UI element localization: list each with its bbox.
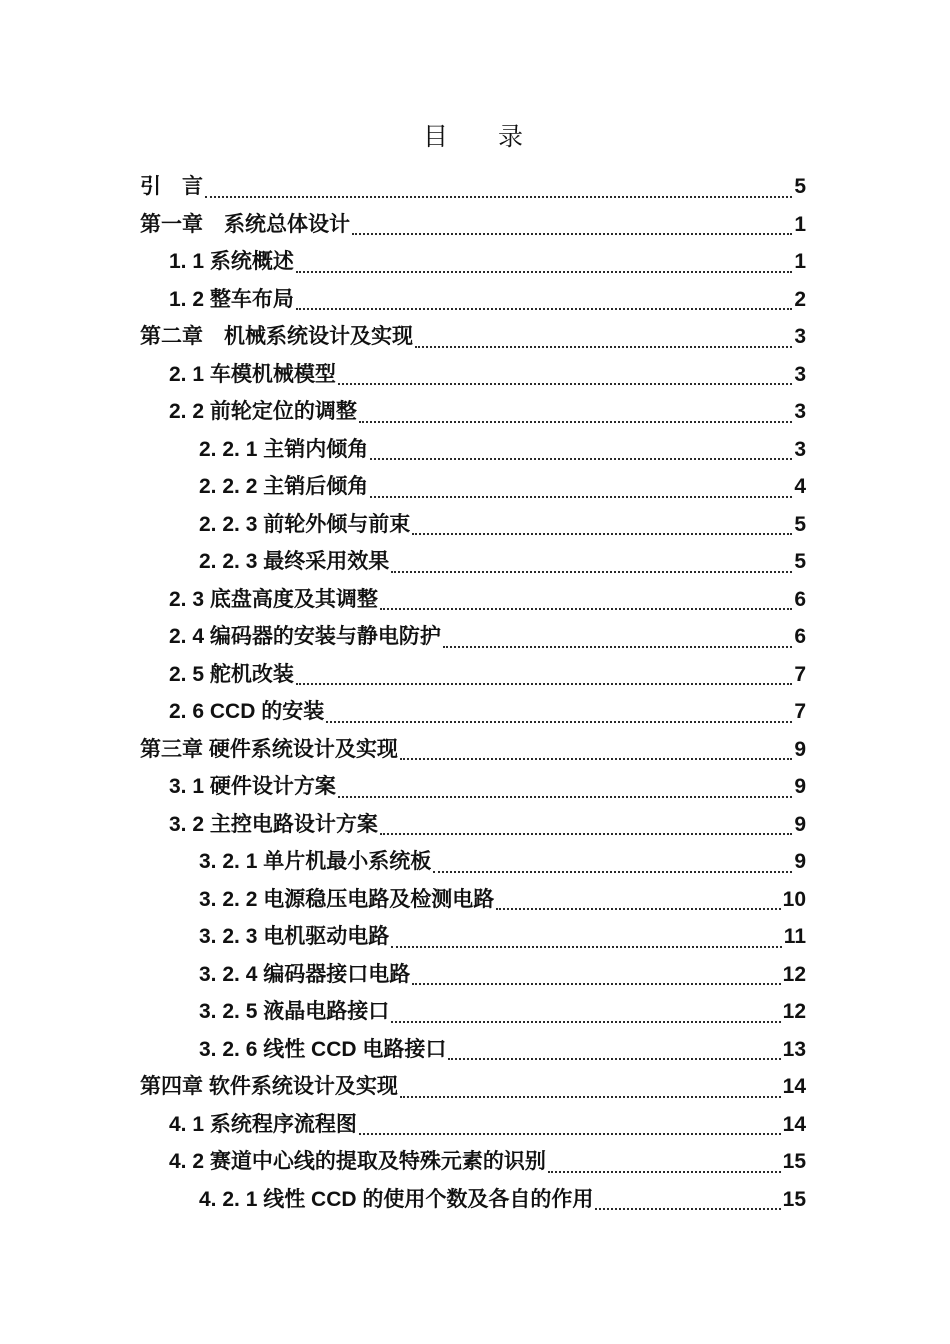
toc-entry-page-number: 3 xyxy=(794,362,806,386)
toc-entry-label: 第一章 系统总体设计 xyxy=(140,212,350,236)
toc-entry[interactable] xyxy=(140,1068,806,1106)
toc-entry-page-number: 14 xyxy=(782,1075,806,1098)
toc-entry[interactable] xyxy=(140,1181,806,1219)
dot-leader xyxy=(370,496,792,498)
toc-entry-page-number: 15 xyxy=(782,1187,806,1211)
toc-entry-label: 2. 2. 1 主销内倾角 xyxy=(199,437,369,461)
toc-entry[interactable] xyxy=(140,1106,806,1144)
dot-leader xyxy=(595,1208,780,1210)
toc-entry-label: 2. 1 车模机械模型 xyxy=(169,362,336,386)
dot-leader xyxy=(296,271,792,273)
dot-leader xyxy=(391,1021,780,1023)
toc-entry[interactable] xyxy=(140,431,806,469)
toc-entry[interactable] xyxy=(140,243,806,281)
toc-entry-page-number: 6 xyxy=(794,625,806,648)
toc-entry-label: 4. 1 系统程序流程图 xyxy=(169,1112,357,1136)
dot-leader xyxy=(352,233,792,235)
toc-entry[interactable] xyxy=(140,768,806,806)
toc-entry-page-number: 13 xyxy=(782,1037,806,1061)
dot-leader xyxy=(296,308,792,310)
toc-entry[interactable] xyxy=(140,356,806,394)
dot-leader xyxy=(296,683,792,685)
toc-entry-label: 2. 4 编码器的安装与静电防护 xyxy=(169,625,441,648)
toc-entry-page-number: 9 xyxy=(794,737,806,761)
dot-leader xyxy=(370,458,792,460)
toc-entry-page-number: 5 xyxy=(794,512,806,536)
toc-entry-page-number: 9 xyxy=(794,812,806,836)
toc-entry-label: 3. 2. 5 液晶电路接口 xyxy=(199,1000,390,1023)
toc-entry-label: 3. 2. 3 电机驱动电路 xyxy=(199,925,390,948)
dot-leader xyxy=(412,983,780,985)
dot-leader xyxy=(400,1096,781,1098)
toc-list xyxy=(140,168,806,1218)
dot-leader xyxy=(433,871,792,873)
toc-entry-label: 4. 2 赛道中心线的提取及特殊元素的识别 xyxy=(169,1150,546,1173)
toc-entry-label: 2. 2 前轮定位的调整 xyxy=(169,400,357,423)
toc-entry-label: 引 言 xyxy=(140,175,203,198)
dot-leader xyxy=(400,758,792,760)
toc-entry-label: 1. 1 系统概述 xyxy=(169,250,294,273)
toc-entry-page-number: 7 xyxy=(794,700,806,723)
toc-entry-label: 第四章 软件系统设计及实现 xyxy=(140,1075,398,1098)
dot-leader xyxy=(205,196,792,198)
toc-entry-page-number: 12 xyxy=(782,1000,806,1023)
toc-entry-page-number: 11 xyxy=(783,925,806,948)
toc-entry[interactable] xyxy=(140,806,806,844)
toc-entry-page-number: 9 xyxy=(794,850,806,873)
dot-leader xyxy=(548,1171,781,1173)
toc-entry[interactable] xyxy=(140,1143,806,1181)
toc-entry[interactable] xyxy=(140,918,806,956)
toc-entry[interactable] xyxy=(140,468,806,506)
toc-entry-label: 2. 2. 3 前轮外倾与前束 xyxy=(199,512,411,536)
toc-entry-page-number: 5 xyxy=(794,175,806,198)
toc-entry-page-number: 3 xyxy=(794,437,806,461)
toc-entry-label: 2. 2. 3 最终采用效果 xyxy=(199,550,390,573)
dot-leader xyxy=(448,1058,780,1060)
toc-entry-label: 3. 2 主控电路设计方案 xyxy=(169,812,378,836)
page-title: 目 录 xyxy=(422,122,523,151)
toc-entry-page-number: 12 xyxy=(782,962,806,986)
toc-entry-page-number: 14 xyxy=(782,1112,806,1136)
toc-entry-label: 3. 2. 4 编码器接口电路 xyxy=(199,962,411,986)
toc-entry[interactable] xyxy=(140,993,806,1031)
toc-entry[interactable] xyxy=(140,281,806,319)
toc-entry-label: 2. 3 底盘高度及其调整 xyxy=(169,587,378,611)
dot-leader xyxy=(391,571,792,573)
toc-entry[interactable] xyxy=(140,543,806,581)
toc-entry-page-number: 4 xyxy=(794,475,806,498)
toc-entry-page-number: 3 xyxy=(794,400,806,423)
dot-leader xyxy=(380,608,792,610)
toc-entry-page-number: 7 xyxy=(794,662,806,686)
dot-leader xyxy=(380,833,792,835)
toc-entry[interactable] xyxy=(140,1031,806,1069)
dot-leader xyxy=(496,908,780,910)
toc-entry-label: 2. 6 CCD 的安装 xyxy=(169,700,325,723)
dot-leader xyxy=(359,421,792,423)
dot-leader xyxy=(412,533,792,535)
toc-entry[interactable] xyxy=(140,168,806,206)
dot-leader xyxy=(338,796,792,798)
dot-leader xyxy=(443,646,792,648)
toc-entry[interactable] xyxy=(140,693,806,731)
toc-entry[interactable] xyxy=(140,656,806,694)
toc-entry-label: 第三章 硬件系统设计及实现 xyxy=(140,737,398,761)
toc-entry-page-number: 9 xyxy=(794,775,806,798)
toc-entry-page-number: 5 xyxy=(794,550,806,573)
toc-entry[interactable] xyxy=(140,956,806,994)
toc-entry-label: 2. 5 舵机改装 xyxy=(169,662,294,686)
dot-leader xyxy=(391,946,782,948)
toc-entry[interactable] xyxy=(140,393,806,431)
toc-entry-page-number: 1 xyxy=(794,212,806,236)
toc-entry[interactable] xyxy=(140,731,806,769)
dot-leader xyxy=(359,1133,781,1135)
toc-entry[interactable] xyxy=(140,843,806,881)
toc-entry-label: 3. 2. 6 线性 CCD 电路接口 xyxy=(199,1037,447,1061)
toc-entry-label: 2. 2. 2 主销后倾角 xyxy=(199,475,369,498)
toc-entry[interactable] xyxy=(140,506,806,544)
toc-entry-page-number: 10 xyxy=(782,887,806,911)
toc-entry-page-number: 1 xyxy=(794,250,806,273)
toc-entry[interactable] xyxy=(140,318,806,356)
toc-entry-page-number: 2 xyxy=(794,287,806,311)
toc-entry[interactable] xyxy=(140,581,806,619)
toc-entry[interactable] xyxy=(140,618,806,656)
toc-entry[interactable] xyxy=(140,206,806,244)
toc-entry-label: 3. 2. 2 电源稳压电路及检测电路 xyxy=(199,887,495,911)
dot-leader xyxy=(338,383,792,385)
toc-entry-page-number: 6 xyxy=(794,587,806,611)
toc-entry-label: 第二章 机械系统设计及实现 xyxy=(140,325,413,348)
dot-leader xyxy=(326,721,792,723)
toc-entry-page-number: 3 xyxy=(794,325,806,348)
toc-entry-label: 3. 1 硬件设计方案 xyxy=(169,775,336,798)
toc-entry-page-number: 15 xyxy=(782,1150,806,1173)
toc-entry-label: 1. 2 整车布局 xyxy=(169,287,294,311)
toc-entry-label: 3. 2. 1 单片机最小系统板 xyxy=(199,850,432,873)
toc-entry[interactable] xyxy=(140,881,806,919)
dot-leader xyxy=(415,346,792,348)
toc-entry-label: 4. 2. 1 线性 CCD 的使用个数及各自的作用 xyxy=(199,1187,594,1211)
